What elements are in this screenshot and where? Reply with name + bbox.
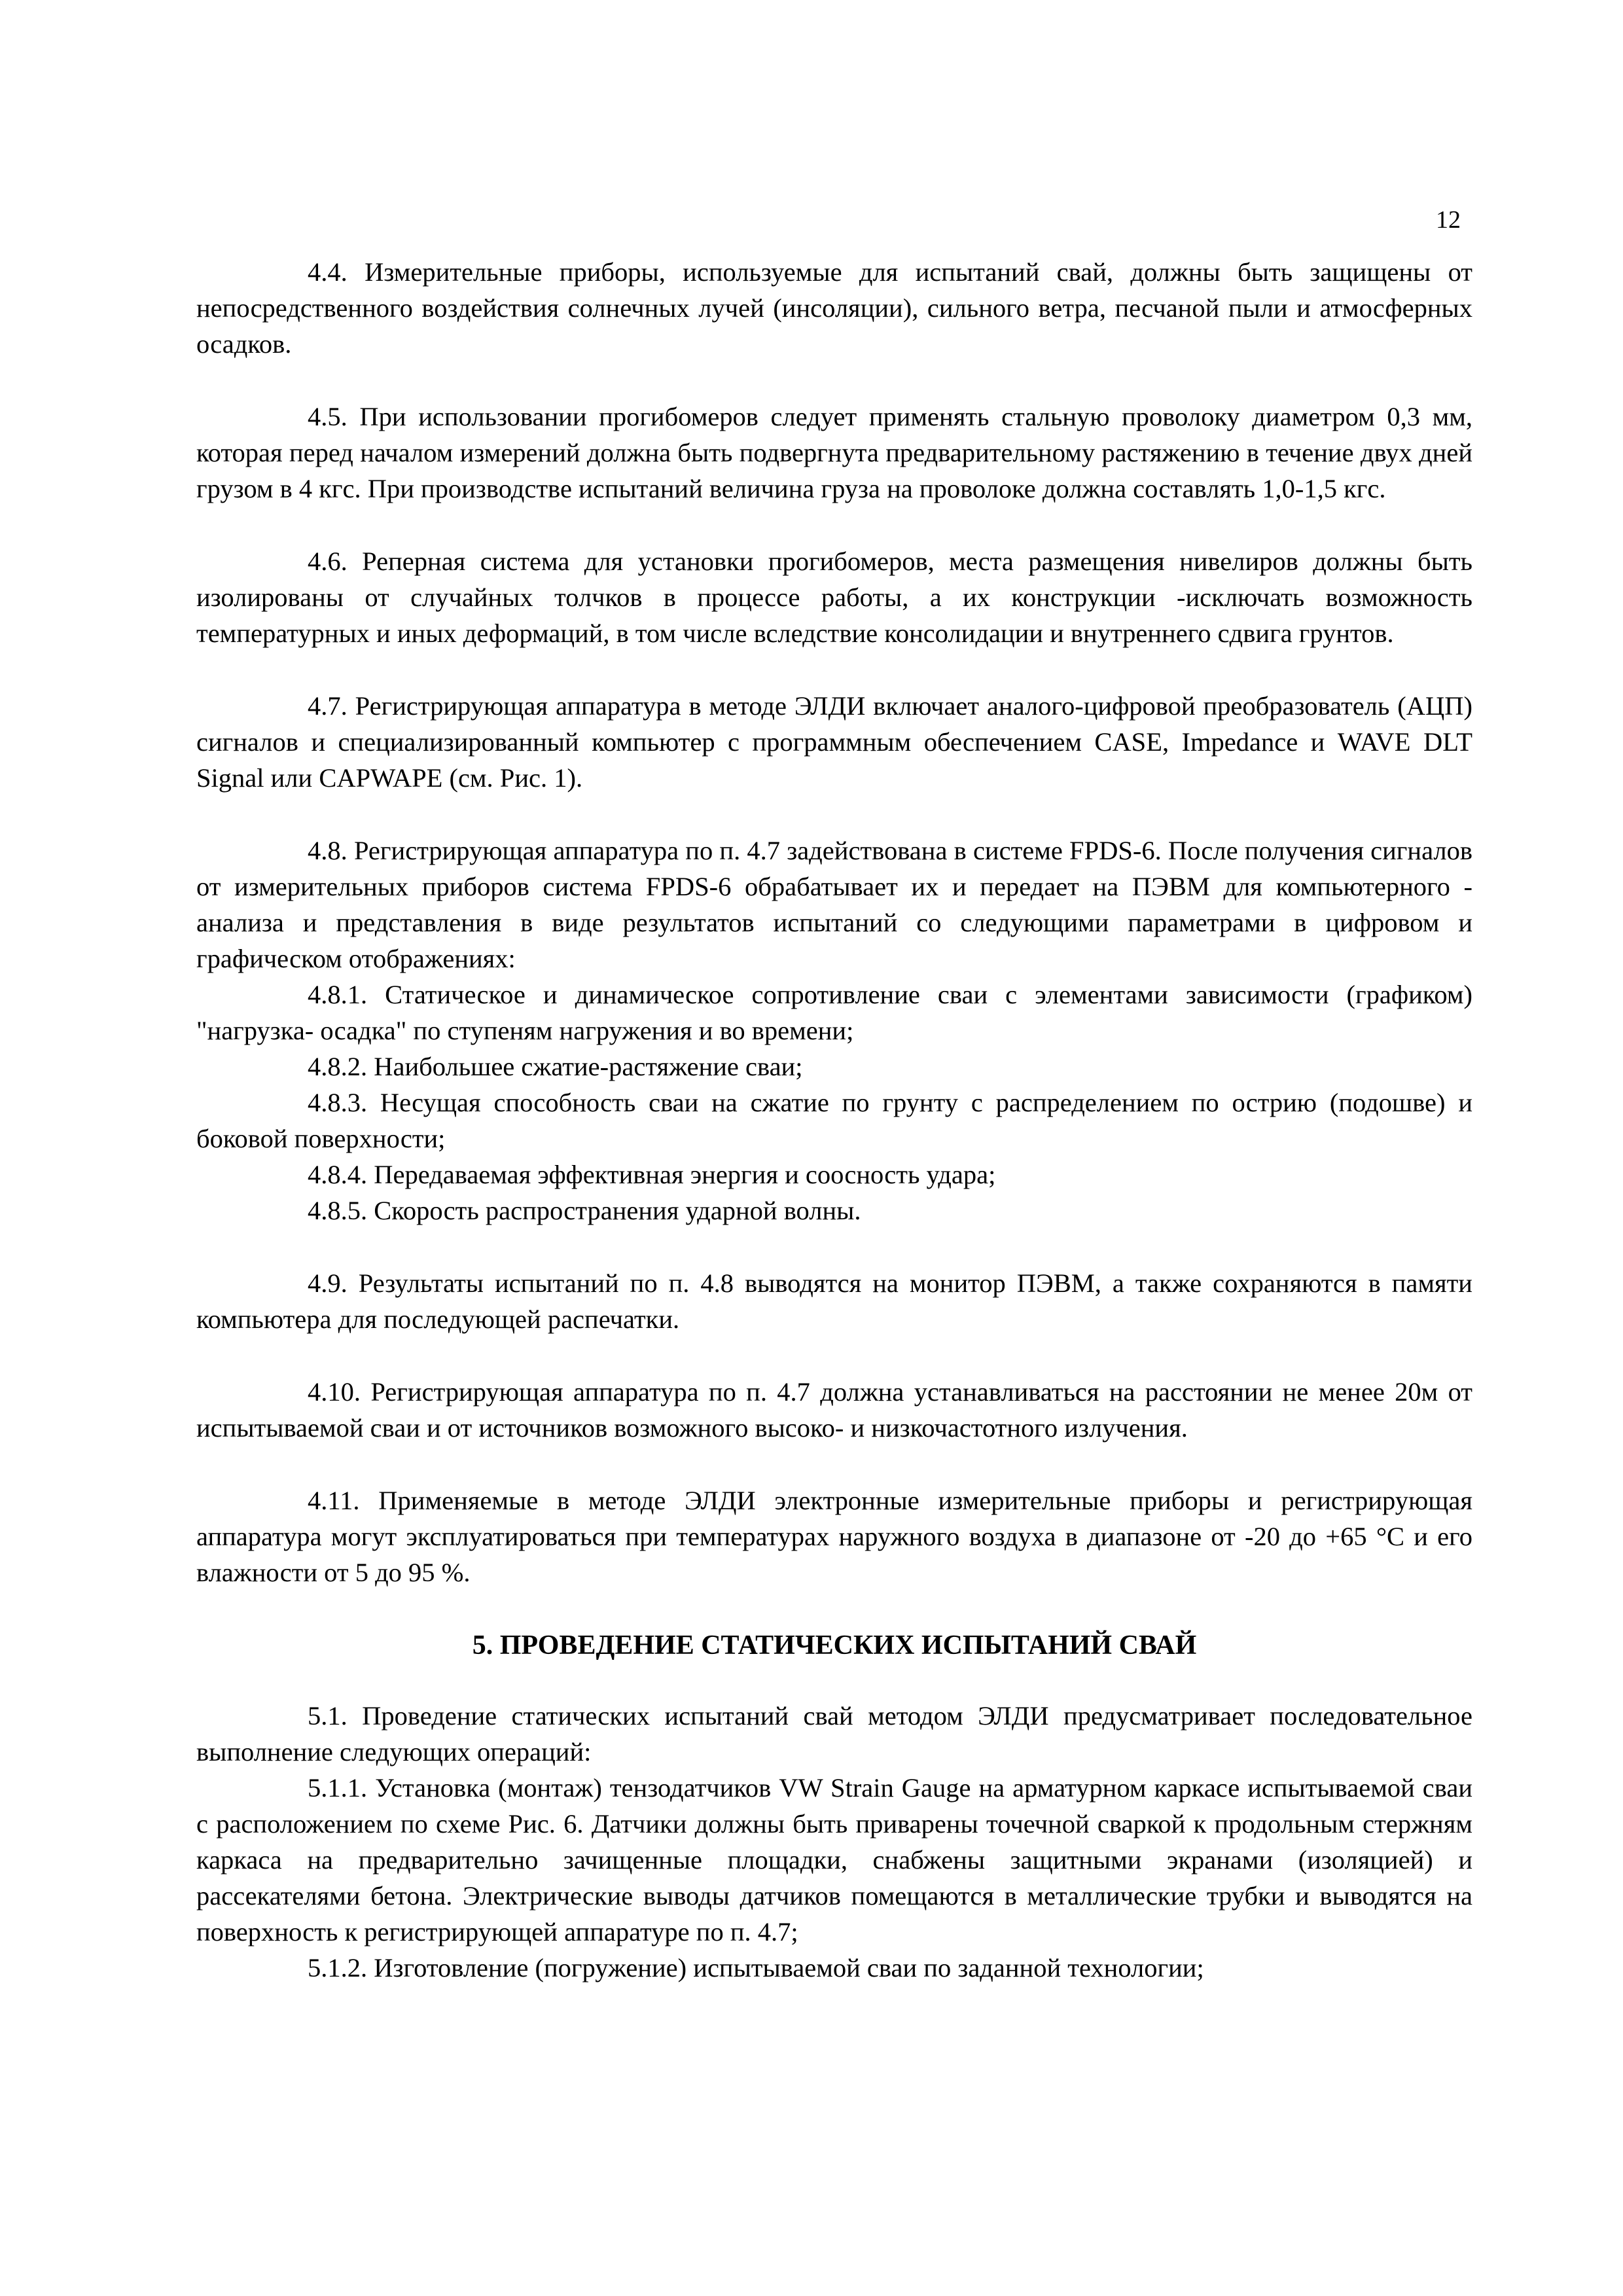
paragraph-4-8-4: 4.8.4. Передаваемая эффективная энергия и соосность удара; bbox=[308, 1160, 996, 1189]
paragraph-4-8-3: 4.8.3. Несущая способность сваи на сжатие по грунту с распределением по острию (подошве) и боковой поверхности; bbox=[196, 1088, 1472, 1153]
paragraph-5-1: 5.1. Проведение статических испытаний свай методом ЭЛДИ предусматривает последовательное выполнение следующих операций: bbox=[196, 1701, 1472, 1767]
paragraph-4-7: 4.7. Регистрирующая аппаратура в методе ЭЛДИ включает аналого-цифровой преобразователь (АЦП) сигналов и специализированный компьютер с программным обеспечением CASE, Impedance и WAVE DLT Signal или CAPWAPE (см. Рис. 1). bbox=[196, 691, 1472, 793]
paragraph-4-8-1: 4.8.1. Статическое и динамическое сопротивление сваи с элементами зависимости (графиком) "нагрузка- осадка" по ступеням нагружения и во времени; bbox=[196, 980, 1472, 1045]
paragraph-4-5: 4.5. При использовании прогибомеров следует применять стальную проволоку диаметром 0,3 мм, которая перед началом измерений должна быть подвергнута предварительному растяжению в течение двух дней грузом в 4 кгс. При производстве испытаний величина груза на проволоке должна составлять 1,0-1,5 кгс. bbox=[196, 402, 1472, 503]
section-5-heading: 5. ПРОВЕДЕНИЕ СТАТИЧЕСКИХ ИСПЫТАНИЙ СВАЙ bbox=[472, 1630, 1197, 1660]
paragraph-4-8-2: 4.8.2. Наибольшее сжатие-растяжение сваи; bbox=[308, 1052, 803, 1081]
document-body bbox=[196, 254, 1472, 1986]
paragraph-4-8-5: 4.8.5. Скорость распространения ударной волны. bbox=[308, 1196, 861, 1225]
paragraph-4-4: 4.4. Измерительные приборы, используемые для испытаний свай, должны быть защищены от непосредственного воздействия солнечных лучей (инсоляции), сильного ветра, песчаной пыли и атмосферных осадков. bbox=[196, 257, 1472, 359]
paragraph-4-8: 4.8. Регистрирующая аппаратура по п. 4.7 задействована в системе FPDS-6. После получения сигналов от измерительных приборов система FPDS-6 обрабатывает их и передает на ПЭВМ для компьютерного - анализа и представления в виде результатов испытаний со следующими параметрами в цифровом и графическом отображениях: bbox=[196, 836, 1472, 973]
paragraph-4-6: 4.6. Реперная система для установки прогибомеров, места размещения нивелиров должны быть изолированы от случайных толчков в процессе работы, а их конструкции -исключать возможность температурных и иных деформаций, в том числе вследствие консолидации и внутреннего сдвига грунтов. bbox=[196, 547, 1472, 648]
paragraph-4-11: 4.11. Применяемые в методе ЭЛДИ электронные измерительные приборы и регистрирующая аппаратура могут эксплуатироваться при температурах наружного воздуха в диапазоне от -20 до +65 °С и его влажности от 5 до 95 %. bbox=[196, 1486, 1472, 1587]
paragraph-4-9: 4.9. Результаты испытаний по п. 4.8 выводятся на монитор ПЭВМ, а также сохраняются в памяти компьютера для последующей распечатки. bbox=[196, 1268, 1472, 1334]
paragraph-5-1-1: 5.1.1. Установка (монтаж) тензодатчиков VW Strain Gauge на арматурном каркасе испытываемой сваи с расположением по схеме Рис. 6. Датчики должны быть приварены точечной сваркой к продольным стержням каркаса на предварительно зачищенные площадки, снабжены защитными экранами (изоляцией) и рассекателями бетона. Электрические выводы датчиков помещаются в металлические трубки и выводятся на поверхность к регистрирующей аппаратуре по п. 4.7; bbox=[196, 1773, 1472, 1946]
paragraph-5-1-2: 5.1.2. Изготовление (погружение) испытываемой сваи по заданной технологии; bbox=[308, 1953, 1204, 1982]
paragraph-4-10: 4.10. Регистрирующая аппаратура по п. 4.7 должна устанавливаться на расстоянии не менее 20м от испытываемой сваи и от источников возможного высоко- и низкочастотного излучения. bbox=[196, 1377, 1472, 1443]
page-number: 12 bbox=[1436, 206, 1461, 234]
